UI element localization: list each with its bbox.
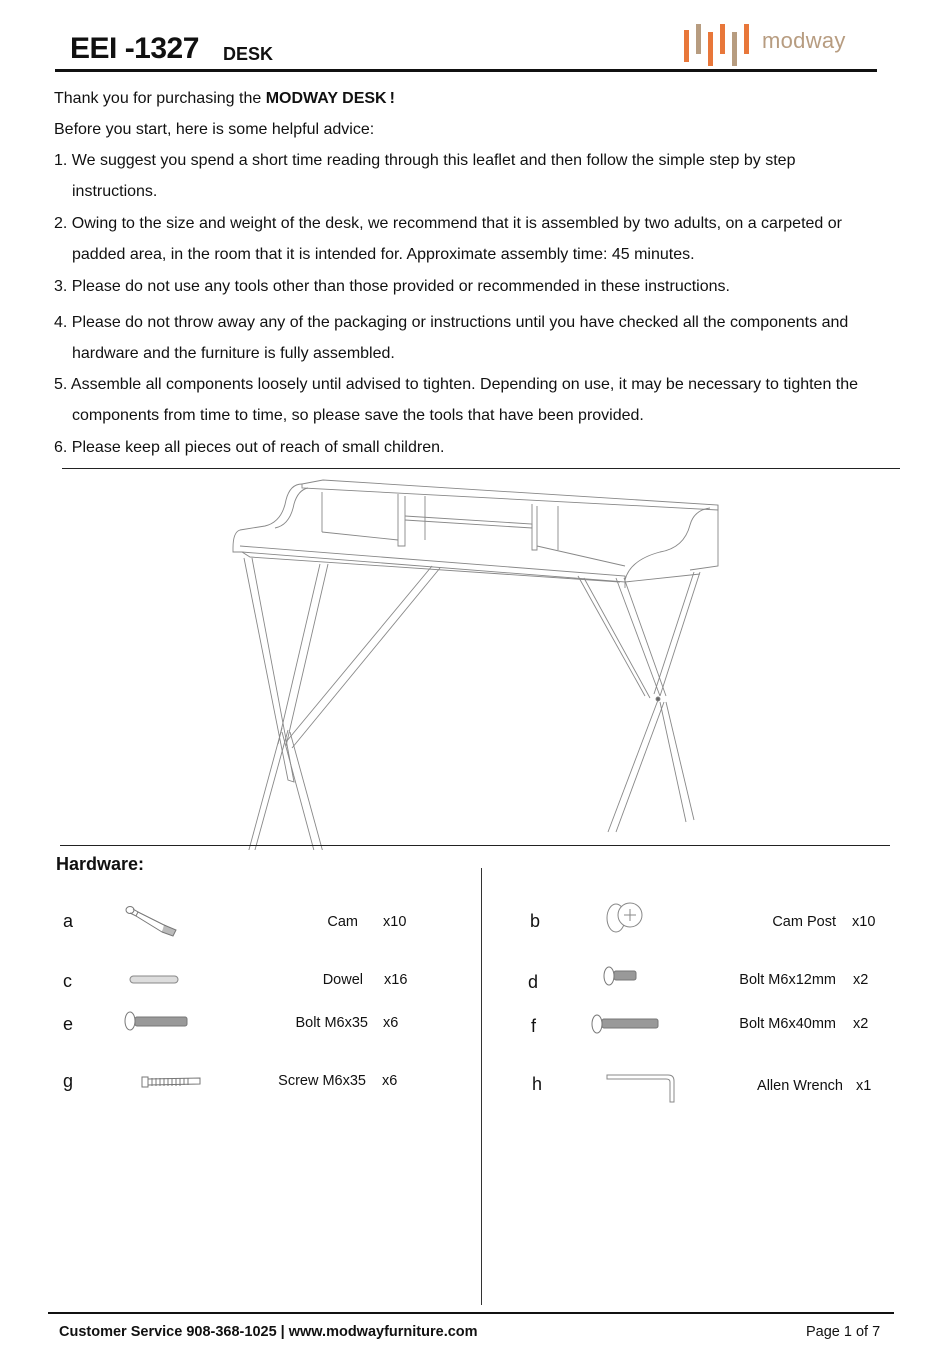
advice-item [54, 214, 904, 265]
advice-lead: Before you start, here is some helpful advice: [54, 121, 375, 138]
hardware-qty: x1 [856, 1078, 872, 1094]
logo-bar-icon [684, 30, 689, 62]
logo-bar-icon [708, 32, 713, 66]
advice-text-cont: hardware and the furniture is fully assembled. [72, 345, 395, 362]
hardware-divider [60, 845, 890, 846]
hardware-letter: a [63, 911, 74, 931]
hardware-letter: h [532, 1074, 543, 1094]
advice-text: 3. Please do not use any tools other than those provided or recommended in these instructions. [54, 278, 730, 295]
advice-item [54, 151, 904, 202]
hardware-name: Dowel [322, 972, 363, 988]
advice-text: 2. Owing to the size and weight of the desk, we recommend that it is assembled by two adults, on a carpeted or [54, 215, 842, 232]
hardware-title: Hardware: [56, 854, 145, 874]
hardware-qty: x16 [384, 972, 408, 988]
logo-bar-icon [696, 24, 701, 54]
hardware-qty: x2 [853, 972, 869, 988]
hardware-qty: x10 [852, 914, 876, 930]
product-name: DESK [223, 44, 274, 64]
short-bolt-icon [602, 964, 642, 990]
hardware-qty: x2 [853, 1016, 869, 1032]
customer-service-info: Customer Service 908-368-1025 | www.modwayfurniture.com [59, 1324, 478, 1340]
thank-you-product: MODWAY DESK [265, 90, 387, 107]
hardware-name: Cam Post [772, 914, 836, 930]
advice-text-cont: instructions. [72, 183, 158, 200]
long-bolt-icon [590, 1012, 662, 1038]
logo-bar-icon [720, 24, 725, 54]
cam-post-icon [604, 900, 644, 936]
hardware-name: Cam [327, 914, 358, 930]
advice-text: 1. We suggest you spend a short time reading through this leaflet and then follow the simple step by step [54, 152, 796, 169]
advice-text: 5. Assemble all components loosely until advised to tighten. Depending on use, it may be necessary to tighten the [54, 376, 859, 393]
advice-text-cont: components from time to time, so please save the tools that have been provided. [72, 407, 644, 424]
thank-you-line [54, 89, 395, 109]
screw-icon [140, 1074, 204, 1090]
advice-item [54, 277, 904, 297]
hardware-letter: c [63, 971, 72, 991]
section-divider [62, 468, 900, 469]
advice-item [54, 438, 904, 458]
hardware-name: Bolt M6x40mm [739, 1016, 836, 1032]
footer-divider [48, 1312, 894, 1314]
logo-bar-icon [732, 32, 737, 66]
hardware-column-divider [481, 868, 482, 1305]
hardware-name: Screw M6x35 [278, 1073, 366, 1089]
hardware-letter: e [63, 1014, 74, 1034]
logo-bar-icon [744, 24, 749, 54]
advice-item [54, 313, 904, 364]
advice-text: 6. Please keep all pieces out of reach of small children. [54, 439, 445, 456]
hardware-qty: x6 [382, 1073, 398, 1089]
thank-you-suffix: ! [389, 90, 395, 107]
thank-you-prefix: Thank you for purchasing the [54, 90, 266, 107]
hardware-letter: g [63, 1071, 74, 1091]
advice-text-cont: padded area, in the room that it is intended for. Approximate assembly time: 45 minutes. [72, 246, 695, 263]
hardware-letter: f [531, 1016, 537, 1036]
desk-illustration-icon [220, 470, 740, 850]
dowel-icon [128, 974, 182, 986]
allen-wrench-icon [604, 1072, 680, 1104]
cam-icon [122, 904, 180, 938]
hardware-name: Bolt M6x12mm [739, 972, 836, 988]
hardware-name: Bolt M6x35 [295, 1015, 368, 1031]
hardware-letter: d [528, 972, 539, 992]
logo-wordmark: modway [762, 28, 846, 53]
hardware-qty: x10 [383, 914, 407, 930]
hardware-letter: b [530, 911, 541, 931]
page-number: Page 1 of 7 [806, 1324, 881, 1340]
brand-logo [684, 20, 864, 68]
hardware-qty: x6 [383, 1015, 399, 1031]
model-code: EEI -1327 [70, 32, 199, 65]
header-divider [55, 69, 877, 72]
advice-text: 4. Please do not throw away any of the packaging or instructions until you have checked all the components and [54, 314, 849, 331]
bolt-icon [123, 1010, 191, 1034]
advice-item [54, 375, 904, 426]
hardware-name: Allen Wrench [757, 1078, 843, 1094]
